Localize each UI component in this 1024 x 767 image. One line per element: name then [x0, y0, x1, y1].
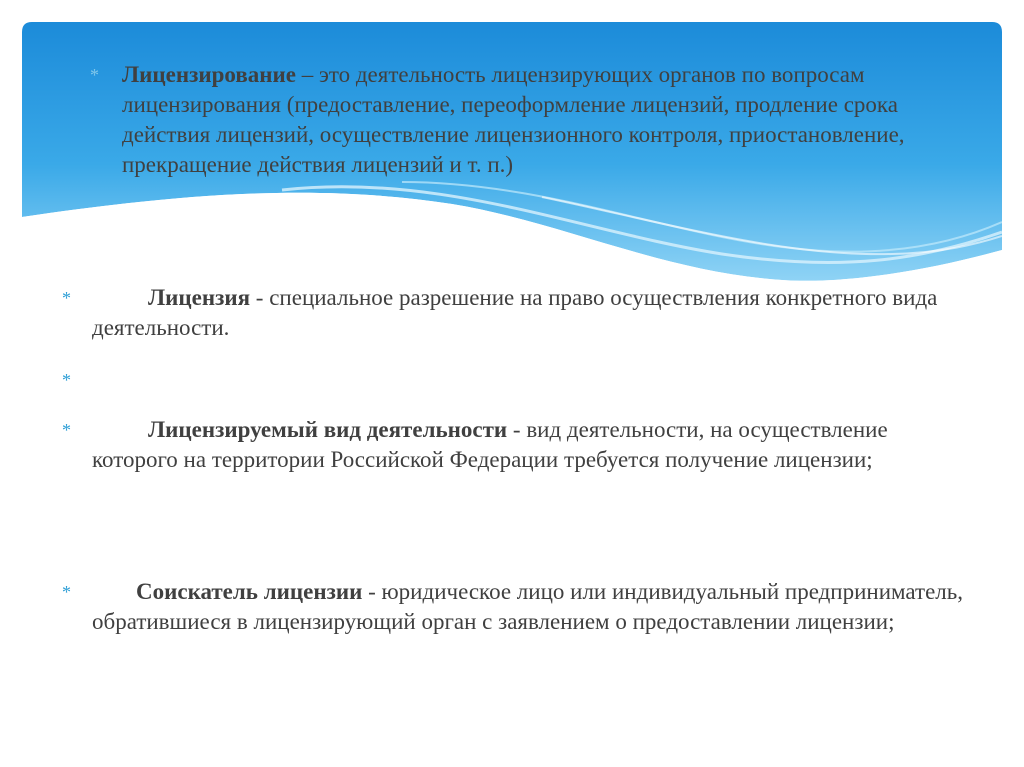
definition-license: специальное разрешение на право осуществления конкретного вида деятельности. [92, 285, 938, 340]
bullet-star-icon: * [62, 420, 71, 440]
bullet-item-licensing [92, 60, 942, 180]
bullet-star-icon: * [62, 288, 71, 308]
term-licensing: Лицензирование [122, 62, 296, 87]
definition-license-applicant: юридическое лицо или индивидуальный предприниматель, обратившиеся в лицензирующий орган с заявлением о предоставлении лицензии; [92, 579, 964, 634]
term-licensed-activity: Лицензируемый вид деятельности [148, 417, 508, 442]
bullet-item-license [92, 283, 942, 343]
bullet-item-licensed-activity [92, 415, 942, 475]
definition-licensing: это деятельность лицензирующих органов по вопросам лицензирования (предоставление, переоформление лицензий, продление срока действия лицензий, осуществление лицензионного контроля, приостановление, прекращение действия лицензий и т. п.) [122, 62, 905, 177]
bullet-star-icon-empty: * [62, 370, 71, 390]
bullet-star-icon: * [90, 65, 99, 85]
definition-licensed-activity: вид деятельности, на осуществление которого на территории Российской Федерации требуется получение лицензии; [92, 417, 888, 472]
separator: – [295, 62, 319, 87]
separator: - [362, 579, 382, 604]
bullet-item-license-applicant [92, 577, 992, 637]
separator: - [250, 285, 270, 310]
bullet-star-icon: * [62, 582, 71, 602]
term-license: Лицензия [148, 285, 251, 310]
term-license-applicant: Соискатель лицензии [136, 579, 363, 604]
bullet-text [92, 60, 942, 180]
separator: - [507, 417, 527, 442]
